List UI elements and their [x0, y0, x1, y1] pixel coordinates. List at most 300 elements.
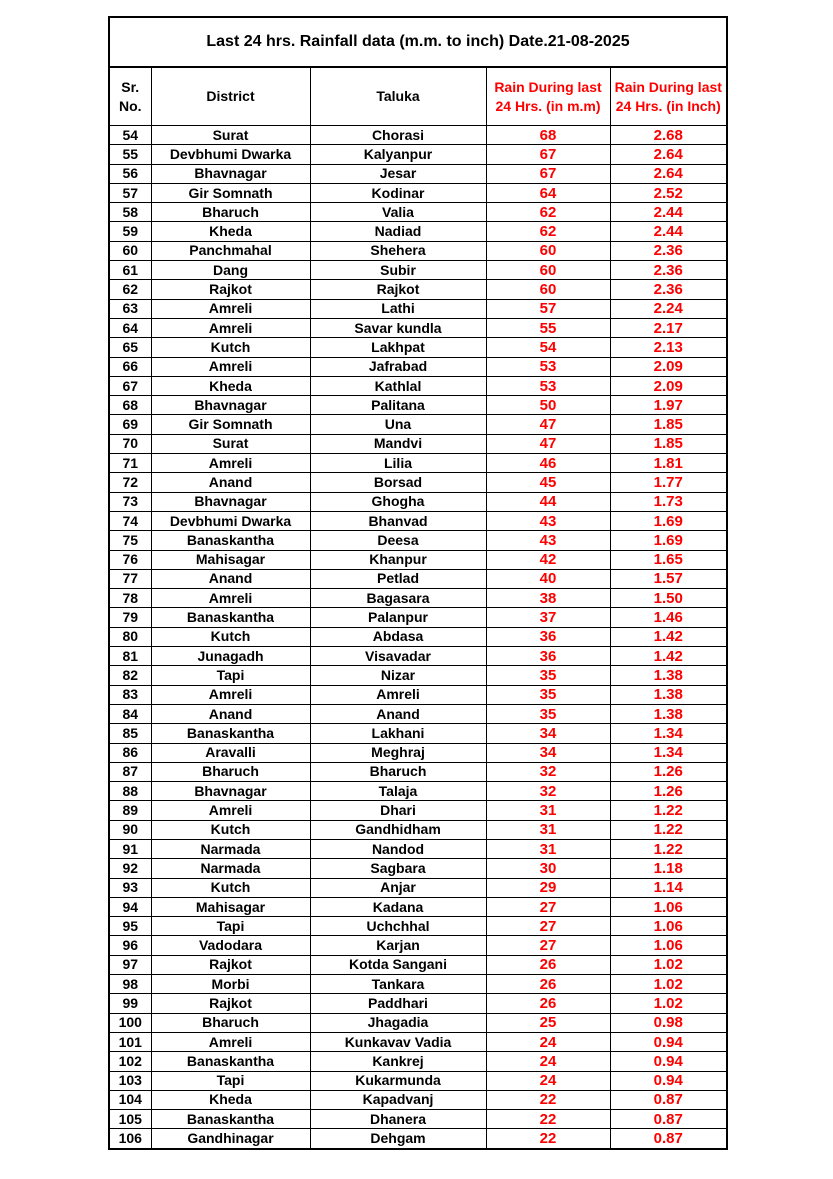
- cell-rain-mm: 62: [486, 203, 610, 222]
- cell-taluka: Jhagadia: [310, 1013, 486, 1032]
- cell-sr-no: 83: [109, 685, 151, 704]
- table-row: [109, 569, 727, 588]
- cell-district: Banaskantha: [151, 608, 310, 627]
- table-row: [109, 261, 727, 280]
- cell-rain-mm: 26: [486, 955, 610, 974]
- table-row: [109, 357, 727, 376]
- cell-district: Anand: [151, 704, 310, 723]
- cell-rain-mm: 36: [486, 627, 610, 646]
- cell-district: Bharuch: [151, 203, 310, 222]
- cell-rain-inch: 1.18: [610, 859, 727, 878]
- cell-sr-no: 72: [109, 473, 151, 492]
- table-row: [109, 801, 727, 820]
- cell-district: Anand: [151, 569, 310, 588]
- cell-rain-inch: 1.26: [610, 782, 727, 801]
- cell-district: Gir Somnath: [151, 415, 310, 434]
- table-row: [109, 126, 727, 145]
- table-row: [109, 589, 727, 608]
- cell-taluka: Rajkot: [310, 280, 486, 299]
- cell-district: Kheda: [151, 222, 310, 241]
- cell-sr-no: 68: [109, 396, 151, 415]
- rainfall-table: [108, 16, 728, 1150]
- table-row: [109, 724, 727, 743]
- cell-sr-no: 76: [109, 550, 151, 569]
- cell-taluka: Anjar: [310, 878, 486, 897]
- table-row: [109, 839, 727, 858]
- cell-rain-inch: 1.06: [610, 917, 727, 936]
- cell-rain-mm: 47: [486, 415, 610, 434]
- cell-sr-no: 63: [109, 299, 151, 318]
- cell-sr-no: 80: [109, 627, 151, 646]
- cell-district: Bhavnagar: [151, 396, 310, 415]
- cell-rain-mm: 62: [486, 222, 610, 241]
- cell-sr-no: 57: [109, 183, 151, 202]
- cell-taluka: Jafrabad: [310, 357, 486, 376]
- cell-district: Kutch: [151, 338, 310, 357]
- table-row: [109, 666, 727, 685]
- cell-sr-no: 102: [109, 1052, 151, 1071]
- cell-sr-no: 75: [109, 531, 151, 550]
- cell-sr-no: 94: [109, 897, 151, 916]
- cell-taluka: Nadiad: [310, 222, 486, 241]
- cell-rain-mm: 67: [486, 164, 610, 183]
- cell-sr-no: 73: [109, 492, 151, 511]
- cell-rain-mm: 24: [486, 1032, 610, 1051]
- cell-rain-mm: 47: [486, 434, 610, 453]
- cell-sr-no: 78: [109, 589, 151, 608]
- cell-rain-inch: 2.36: [610, 280, 727, 299]
- cell-sr-no: 71: [109, 454, 151, 473]
- cell-rain-mm: 55: [486, 318, 610, 337]
- cell-taluka: Dhanera: [310, 1110, 486, 1129]
- cell-rain-mm: 53: [486, 357, 610, 376]
- cell-sr-no: 64: [109, 318, 151, 337]
- cell-rain-mm: 34: [486, 724, 610, 743]
- cell-taluka: Bhanvad: [310, 511, 486, 530]
- cell-rain-mm: 35: [486, 704, 610, 723]
- cell-rain-inch: 2.36: [610, 241, 727, 260]
- cell-rain-mm: 42: [486, 550, 610, 569]
- table-row: [109, 145, 727, 164]
- cell-taluka: Visavadar: [310, 647, 486, 666]
- cell-rain-inch: 1.57: [610, 569, 727, 588]
- cell-district: Tapi: [151, 666, 310, 685]
- cell-district: Devbhumi Dwarka: [151, 511, 310, 530]
- cell-taluka: Kalyanpur: [310, 145, 486, 164]
- cell-district: Bhavnagar: [151, 164, 310, 183]
- table-body: [109, 126, 727, 1149]
- cell-district: Morbi: [151, 975, 310, 994]
- cell-taluka: Deesa: [310, 531, 486, 550]
- cell-taluka: Kodinar: [310, 183, 486, 202]
- cell-taluka: Karjan: [310, 936, 486, 955]
- cell-district: Banaskantha: [151, 531, 310, 550]
- cell-rain-mm: 31: [486, 801, 610, 820]
- cell-sr-no: 103: [109, 1071, 151, 1090]
- cell-taluka: Palanpur: [310, 608, 486, 627]
- header-district: District: [151, 67, 310, 126]
- cell-taluka: Sagbara: [310, 859, 486, 878]
- page-title: Last 24 hrs. Rainfall data (m.m. to inch) Date.21-08-2025: [109, 17, 727, 67]
- cell-rain-inch: 2.68: [610, 126, 727, 145]
- cell-rain-inch: 2.09: [610, 357, 727, 376]
- cell-district: Tapi: [151, 1071, 310, 1090]
- cell-rain-inch: 1.34: [610, 724, 727, 743]
- cell-rain-mm: 57: [486, 299, 610, 318]
- cell-rain-mm: 30: [486, 859, 610, 878]
- cell-district: Devbhumi Dwarka: [151, 145, 310, 164]
- cell-rain-mm: 35: [486, 666, 610, 685]
- cell-rain-inch: 1.69: [610, 511, 727, 530]
- cell-taluka: Paddhari: [310, 994, 486, 1013]
- cell-rain-inch: 1.42: [610, 647, 727, 666]
- cell-taluka: Meghraj: [310, 743, 486, 762]
- cell-rain-mm: 22: [486, 1090, 610, 1109]
- cell-sr-no: 55: [109, 145, 151, 164]
- cell-rain-inch: 1.81: [610, 454, 727, 473]
- cell-rain-inch: 1.22: [610, 820, 727, 839]
- cell-rain-mm: 36: [486, 647, 610, 666]
- cell-sr-no: 87: [109, 762, 151, 781]
- cell-district: Mahisagar: [151, 897, 310, 916]
- cell-rain-mm: 38: [486, 589, 610, 608]
- cell-taluka: Talaja: [310, 782, 486, 801]
- cell-district: Banaskantha: [151, 1110, 310, 1129]
- cell-rain-mm: 60: [486, 280, 610, 299]
- cell-rain-inch: 0.87: [610, 1110, 727, 1129]
- cell-taluka: Chorasi: [310, 126, 486, 145]
- table-row: [109, 550, 727, 569]
- cell-rain-mm: 67: [486, 145, 610, 164]
- cell-rain-inch: 2.17: [610, 318, 727, 337]
- cell-rain-inch: 1.34: [610, 743, 727, 762]
- cell-rain-inch: 0.87: [610, 1090, 727, 1109]
- cell-sr-no: 91: [109, 839, 151, 858]
- cell-taluka: Kankrej: [310, 1052, 486, 1071]
- cell-sr-no: 92: [109, 859, 151, 878]
- table-row: [109, 955, 727, 974]
- table-row: [109, 1129, 727, 1149]
- cell-rain-mm: 64: [486, 183, 610, 202]
- cell-rain-inch: 0.94: [610, 1071, 727, 1090]
- cell-rain-inch: 1.06: [610, 897, 727, 916]
- cell-rain-inch: 1.02: [610, 994, 727, 1013]
- cell-district: Mahisagar: [151, 550, 310, 569]
- cell-rain-inch: 2.36: [610, 261, 727, 280]
- cell-sr-no: 67: [109, 376, 151, 395]
- table-row: [109, 511, 727, 530]
- cell-district: Banaskantha: [151, 1052, 310, 1071]
- cell-sr-no: 104: [109, 1090, 151, 1109]
- cell-taluka: Tankara: [310, 975, 486, 994]
- cell-rain-inch: 1.38: [610, 666, 727, 685]
- cell-district: Gandhinagar: [151, 1129, 310, 1149]
- cell-rain-inch: 1.06: [610, 936, 727, 955]
- cell-rain-mm: 26: [486, 975, 610, 994]
- header-rain-inch: Rain During last 24 Hrs. (in Inch): [610, 67, 727, 126]
- header-rain-mm: Rain During last 24 Hrs. (in m.m): [486, 67, 610, 126]
- header-sr-no: Sr. No.: [109, 67, 151, 126]
- cell-sr-no: 77: [109, 569, 151, 588]
- cell-district: Rajkot: [151, 280, 310, 299]
- table-row: [109, 1052, 727, 1071]
- cell-sr-no: 65: [109, 338, 151, 357]
- cell-district: Banaskantha: [151, 724, 310, 743]
- cell-rain-inch: 1.22: [610, 801, 727, 820]
- table-row: [109, 994, 727, 1013]
- cell-district: Surat: [151, 126, 310, 145]
- cell-district: Rajkot: [151, 994, 310, 1013]
- cell-sr-no: 88: [109, 782, 151, 801]
- table-row: [109, 647, 727, 666]
- table-row: [109, 782, 727, 801]
- cell-rain-inch: 1.38: [610, 704, 727, 723]
- cell-rain-inch: 1.73: [610, 492, 727, 511]
- table-row: [109, 396, 727, 415]
- cell-rain-inch: 1.97: [610, 396, 727, 415]
- table-row: [109, 473, 727, 492]
- cell-district: Rajkot: [151, 955, 310, 974]
- cell-sr-no: 70: [109, 434, 151, 453]
- table-row: [109, 241, 727, 260]
- table-row: [109, 1110, 727, 1129]
- cell-rain-mm: 43: [486, 531, 610, 550]
- cell-district: Surat: [151, 434, 310, 453]
- cell-taluka: Shehera: [310, 241, 486, 260]
- cell-sr-no: 97: [109, 955, 151, 974]
- table-row: [109, 608, 727, 627]
- cell-rain-mm: 37: [486, 608, 610, 627]
- table-row: [109, 164, 727, 183]
- cell-sr-no: 61: [109, 261, 151, 280]
- cell-taluka: Mandvi: [310, 434, 486, 453]
- cell-rain-mm: 22: [486, 1129, 610, 1149]
- cell-taluka: Jesar: [310, 164, 486, 183]
- cell-taluka: Bagasara: [310, 589, 486, 608]
- cell-rain-inch: 0.98: [610, 1013, 727, 1032]
- cell-rain-mm: 46: [486, 454, 610, 473]
- cell-district: Kheda: [151, 1090, 310, 1109]
- cell-district: Amreli: [151, 1032, 310, 1051]
- table-row: [109, 975, 727, 994]
- cell-district: Amreli: [151, 454, 310, 473]
- cell-rain-mm: 54: [486, 338, 610, 357]
- cell-taluka: Kathlal: [310, 376, 486, 395]
- cell-taluka: Palitana: [310, 396, 486, 415]
- cell-taluka: Kotda Sangani: [310, 955, 486, 974]
- table-row: [109, 222, 727, 241]
- cell-taluka: Nizar: [310, 666, 486, 685]
- cell-district: Bharuch: [151, 1013, 310, 1032]
- table-row: [109, 299, 727, 318]
- cell-rain-inch: 1.38: [610, 685, 727, 704]
- cell-rain-mm: 68: [486, 126, 610, 145]
- cell-rain-inch: 1.02: [610, 955, 727, 974]
- cell-sr-no: 84: [109, 704, 151, 723]
- table-row: [109, 280, 727, 299]
- cell-rain-inch: 1.85: [610, 415, 727, 434]
- cell-district: Bhavnagar: [151, 782, 310, 801]
- cell-rain-mm: 45: [486, 473, 610, 492]
- cell-district: Kutch: [151, 878, 310, 897]
- cell-district: Tapi: [151, 917, 310, 936]
- cell-district: Bharuch: [151, 762, 310, 781]
- cell-taluka: Anand: [310, 704, 486, 723]
- cell-district: Anand: [151, 473, 310, 492]
- cell-taluka: Una: [310, 415, 486, 434]
- cell-sr-no: 86: [109, 743, 151, 762]
- cell-district: Gir Somnath: [151, 183, 310, 202]
- cell-rain-inch: 1.50: [610, 589, 727, 608]
- cell-sr-no: 106: [109, 1129, 151, 1149]
- cell-rain-mm: 26: [486, 994, 610, 1013]
- cell-rain-mm: 34: [486, 743, 610, 762]
- cell-taluka: Lilia: [310, 454, 486, 473]
- table-row: [109, 318, 727, 337]
- cell-sr-no: 98: [109, 975, 151, 994]
- cell-district: Narmada: [151, 859, 310, 878]
- cell-rain-mm: 24: [486, 1071, 610, 1090]
- cell-rain-mm: 27: [486, 917, 610, 936]
- cell-district: Amreli: [151, 589, 310, 608]
- table-row: [109, 820, 727, 839]
- cell-rain-inch: 1.69: [610, 531, 727, 550]
- cell-rain-inch: 1.85: [610, 434, 727, 453]
- cell-rain-inch: 1.26: [610, 762, 727, 781]
- table-row: [109, 492, 727, 511]
- cell-sr-no: 66: [109, 357, 151, 376]
- cell-sr-no: 81: [109, 647, 151, 666]
- cell-sr-no: 93: [109, 878, 151, 897]
- cell-taluka: Nandod: [310, 839, 486, 858]
- cell-district: Panchmahal: [151, 241, 310, 260]
- table-row: [109, 1071, 727, 1090]
- table-row: [109, 1013, 727, 1032]
- cell-taluka: Kukarmunda: [310, 1071, 486, 1090]
- cell-rain-inch: 2.52: [610, 183, 727, 202]
- cell-district: Amreli: [151, 357, 310, 376]
- cell-sr-no: 99: [109, 994, 151, 1013]
- table-row: [109, 897, 727, 916]
- cell-rain-mm: 40: [486, 569, 610, 588]
- cell-sr-no: 69: [109, 415, 151, 434]
- table-row: [109, 434, 727, 453]
- cell-taluka: Savar kundla: [310, 318, 486, 337]
- cell-sr-no: 95: [109, 917, 151, 936]
- cell-taluka: Abdasa: [310, 627, 486, 646]
- table-row: [109, 859, 727, 878]
- cell-taluka: Bharuch: [310, 762, 486, 781]
- table-row: [109, 878, 727, 897]
- cell-sr-no: 62: [109, 280, 151, 299]
- cell-rain-mm: 44: [486, 492, 610, 511]
- cell-district: Amreli: [151, 299, 310, 318]
- cell-sr-no: 54: [109, 126, 151, 145]
- cell-taluka: Lakhpat: [310, 338, 486, 357]
- table-row: [109, 531, 727, 550]
- cell-district: Amreli: [151, 801, 310, 820]
- cell-rain-inch: 0.87: [610, 1129, 727, 1149]
- cell-rain-inch: 0.94: [610, 1032, 727, 1051]
- cell-taluka: Borsad: [310, 473, 486, 492]
- cell-taluka: Khanpur: [310, 550, 486, 569]
- cell-rain-inch: 1.14: [610, 878, 727, 897]
- cell-rain-inch: 2.13: [610, 338, 727, 357]
- cell-sr-no: 59: [109, 222, 151, 241]
- cell-district: Kutch: [151, 820, 310, 839]
- cell-taluka: Gandhidham: [310, 820, 486, 839]
- table-row: [109, 183, 727, 202]
- cell-rain-inch: 2.44: [610, 222, 727, 241]
- cell-district: Kutch: [151, 627, 310, 646]
- cell-taluka: Kadana: [310, 897, 486, 916]
- cell-rain-inch: 1.65: [610, 550, 727, 569]
- cell-rain-mm: 31: [486, 839, 610, 858]
- table-row: [109, 1032, 727, 1051]
- cell-rain-inch: 0.94: [610, 1052, 727, 1071]
- cell-rain-inch: 1.42: [610, 627, 727, 646]
- cell-taluka: Valia: [310, 203, 486, 222]
- cell-rain-mm: 27: [486, 936, 610, 955]
- table-row: [109, 376, 727, 395]
- table-row: [109, 415, 727, 434]
- cell-district: Amreli: [151, 318, 310, 337]
- cell-sr-no: 79: [109, 608, 151, 627]
- cell-taluka: Uchchhal: [310, 917, 486, 936]
- table-row: [109, 743, 727, 762]
- cell-rain-mm: 50: [486, 396, 610, 415]
- cell-rain-inch: 1.02: [610, 975, 727, 994]
- cell-taluka: Dhari: [310, 801, 486, 820]
- table-row: [109, 338, 727, 357]
- cell-district: Amreli: [151, 685, 310, 704]
- cell-rain-inch: 2.64: [610, 164, 727, 183]
- table-row: [109, 203, 727, 222]
- cell-rain-mm: 43: [486, 511, 610, 530]
- cell-district: Kheda: [151, 376, 310, 395]
- cell-rain-inch: 2.24: [610, 299, 727, 318]
- cell-taluka: Petlad: [310, 569, 486, 588]
- cell-rain-mm: 22: [486, 1110, 610, 1129]
- cell-rain-inch: 2.09: [610, 376, 727, 395]
- cell-district: Aravalli: [151, 743, 310, 762]
- cell-sr-no: 56: [109, 164, 151, 183]
- cell-district: Dang: [151, 261, 310, 280]
- cell-rain-inch: 1.46: [610, 608, 727, 627]
- header-row: [109, 67, 727, 126]
- cell-district: Vadodara: [151, 936, 310, 955]
- cell-taluka: Amreli: [310, 685, 486, 704]
- cell-sr-no: 74: [109, 511, 151, 530]
- table-row: [109, 627, 727, 646]
- header-taluka: Taluka: [310, 67, 486, 126]
- table-row: [109, 704, 727, 723]
- cell-sr-no: 100: [109, 1013, 151, 1032]
- cell-sr-no: 60: [109, 241, 151, 260]
- rainfall-sheet: [108, 16, 726, 1150]
- table-row: [109, 1090, 727, 1109]
- cell-rain-mm: 31: [486, 820, 610, 839]
- cell-sr-no: 101: [109, 1032, 151, 1051]
- cell-taluka: Kunkavav Vadia: [310, 1032, 486, 1051]
- cell-rain-inch: 2.44: [610, 203, 727, 222]
- cell-sr-no: 105: [109, 1110, 151, 1129]
- cell-taluka: Lakhani: [310, 724, 486, 743]
- cell-rain-mm: 29: [486, 878, 610, 897]
- cell-rain-mm: 27: [486, 897, 610, 916]
- table-row: [109, 685, 727, 704]
- cell-district: Narmada: [151, 839, 310, 858]
